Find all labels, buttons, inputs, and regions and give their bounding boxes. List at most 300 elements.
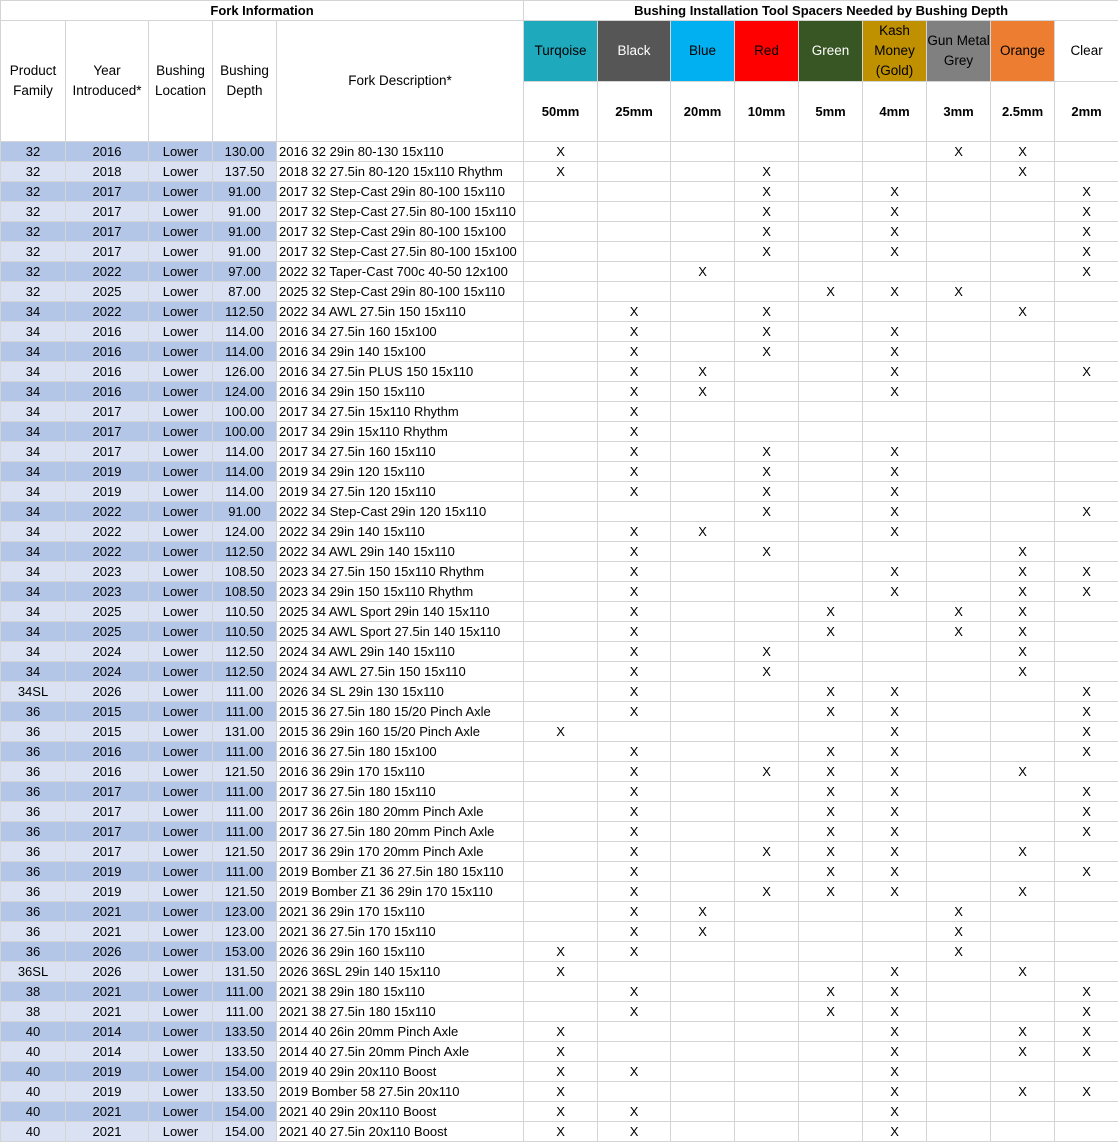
spacer-mark-cell[interactable] <box>927 802 991 822</box>
spacer-mark-cell[interactable] <box>524 382 598 402</box>
spacer-mark-cell[interactable] <box>799 722 863 742</box>
spacer-mark-cell[interactable]: X <box>799 1002 863 1022</box>
spacer-mark-cell[interactable] <box>991 182 1055 202</box>
spacer-mark-cell[interactable] <box>671 222 735 242</box>
spacer-mark-cell[interactable] <box>524 242 598 262</box>
bushing-location-cell[interactable]: Lower <box>149 162 213 182</box>
year-cell[interactable]: 2024 <box>66 662 149 682</box>
spacer-mark-cell[interactable] <box>735 282 799 302</box>
spacer-mark-cell[interactable]: X <box>735 202 799 222</box>
spacer-mark-cell[interactable] <box>1055 322 1118 342</box>
spacer-mark-cell[interactable]: X <box>863 1122 927 1142</box>
spacer-mark-cell[interactable]: X <box>598 602 671 622</box>
spacer-mark-cell[interactable] <box>927 162 991 182</box>
spacer-mark-cell[interactable]: X <box>598 302 671 322</box>
spacer-mark-cell[interactable] <box>671 622 735 642</box>
spacer-mark-cell[interactable] <box>991 382 1055 402</box>
bushing-location-cell[interactable]: Lower <box>149 902 213 922</box>
bushing-depth-cell[interactable]: 97.00 <box>213 262 277 282</box>
bushing-depth-cell[interactable]: 121.50 <box>213 762 277 782</box>
bushing-location-cell[interactable]: Lower <box>149 482 213 502</box>
fork-description-cell[interactable]: 2015 36 27.5in 180 15/20 Pinch Axle <box>277 702 524 722</box>
spacer-mark-cell[interactable] <box>524 842 598 862</box>
spacer-mark-cell[interactable] <box>1055 942 1118 962</box>
fork-description-cell[interactable]: 2022 32 Taper-Cast 700c 40-50 12x100 <box>277 262 524 282</box>
year-cell[interactable]: 2022 <box>66 262 149 282</box>
spacer-mark-cell[interactable] <box>671 422 735 442</box>
fork-description-cell[interactable]: 2016 36 27.5in 180 15x100 <box>277 742 524 762</box>
product-family-cell[interactable]: 34 <box>1 642 66 662</box>
spacer-mark-cell[interactable] <box>524 662 598 682</box>
spacer-mark-cell[interactable] <box>863 622 927 642</box>
year-cell[interactable]: 2019 <box>66 1082 149 1102</box>
bushing-depth-cell[interactable]: 154.00 <box>213 1102 277 1122</box>
product-family-cell[interactable]: 34 <box>1 562 66 582</box>
spacer-mark-cell[interactable] <box>863 542 927 562</box>
spacer-mark-cell[interactable]: X <box>735 342 799 362</box>
spacer-size-header[interactable]: 2mm <box>1055 82 1118 142</box>
spacer-mark-cell[interactable] <box>735 802 799 822</box>
spacer-mark-cell[interactable] <box>799 1122 863 1142</box>
spacer-mark-cell[interactable] <box>799 402 863 422</box>
spacer-mark-cell[interactable]: X <box>598 362 671 382</box>
fork-description-cell[interactable]: 2016 34 27.5in 160 15x100 <box>277 322 524 342</box>
spacer-mark-cell[interactable]: X <box>863 982 927 1002</box>
spacer-mark-cell[interactable] <box>927 882 991 902</box>
product-family-cell[interactable]: 36 <box>1 822 66 842</box>
spacer-mark-cell[interactable]: X <box>1055 742 1118 762</box>
product-family-cell[interactable]: 34 <box>1 602 66 622</box>
spacer-mark-cell[interactable] <box>598 202 671 222</box>
spacer-mark-cell[interactable]: X <box>735 542 799 562</box>
product-family-cell[interactable]: 34 <box>1 442 66 462</box>
spacer-mark-cell[interactable]: X <box>524 1042 598 1062</box>
spacer-mark-cell[interactable] <box>1055 922 1118 942</box>
spacer-mark-cell[interactable] <box>671 282 735 302</box>
spacer-mark-cell[interactable] <box>671 302 735 322</box>
spacer-mark-cell[interactable]: X <box>1055 362 1118 382</box>
bushing-depth-cell[interactable]: 91.00 <box>213 502 277 522</box>
bushing-location-cell[interactable]: Lower <box>149 1002 213 1022</box>
spacer-mark-cell[interactable] <box>927 462 991 482</box>
fork-description-cell[interactable]: 2022 34 AWL 29in 140 15x110 <box>277 542 524 562</box>
spacer-mark-cell[interactable] <box>735 362 799 382</box>
year-cell[interactable]: 2023 <box>66 582 149 602</box>
bushing-depth-cell[interactable]: 100.00 <box>213 402 277 422</box>
spacer-mark-cell[interactable]: X <box>671 382 735 402</box>
spacer-mark-cell[interactable] <box>799 162 863 182</box>
spacer-mark-cell[interactable] <box>863 902 927 922</box>
spacer-mark-cell[interactable]: X <box>1055 862 1118 882</box>
spacer-mark-cell[interactable] <box>799 1082 863 1102</box>
spacer-mark-cell[interactable] <box>671 482 735 502</box>
spacer-mark-cell[interactable]: X <box>1055 722 1118 742</box>
spacer-mark-cell[interactable] <box>1055 882 1118 902</box>
fork-description-cell[interactable]: 2026 36SL 29in 140 15x110 <box>277 962 524 982</box>
spacer-mark-cell[interactable] <box>991 722 1055 742</box>
spacer-mark-cell[interactable] <box>799 1102 863 1122</box>
spacer-mark-cell[interactable] <box>735 742 799 762</box>
spacer-mark-cell[interactable] <box>927 322 991 342</box>
spacer-mark-cell[interactable] <box>1055 342 1118 362</box>
spacer-mark-cell[interactable] <box>671 982 735 1002</box>
spacer-mark-cell[interactable] <box>524 782 598 802</box>
spacer-mark-cell[interactable]: X <box>598 522 671 542</box>
year-cell[interactable]: 2025 <box>66 602 149 622</box>
spacer-mark-cell[interactable]: X <box>598 702 671 722</box>
spacer-mark-cell[interactable] <box>735 722 799 742</box>
spacer-mark-cell[interactable] <box>671 702 735 722</box>
spacer-mark-cell[interactable] <box>991 442 1055 462</box>
fork-description-cell[interactable]: 2014 40 27.5in 20mm Pinch Axle <box>277 1042 524 1062</box>
year-cell[interactable]: 2024 <box>66 642 149 662</box>
fork-description-cell[interactable]: 2023 34 27.5in 150 15x110 Rhythm <box>277 562 524 582</box>
spacer-mark-cell[interactable]: X <box>863 1042 927 1062</box>
spacer-mark-cell[interactable] <box>598 1022 671 1042</box>
spacer-mark-cell[interactable]: X <box>598 662 671 682</box>
spacer-mark-cell[interactable] <box>671 1082 735 1102</box>
spacer-mark-cell[interactable]: X <box>735 462 799 482</box>
spacer-mark-cell[interactable]: X <box>598 982 671 1002</box>
fork-description-cell[interactable]: 2017 36 26in 180 20mm Pinch Axle <box>277 802 524 822</box>
spacer-mark-cell[interactable]: X <box>1055 802 1118 822</box>
spacer-mark-cell[interactable]: X <box>799 682 863 702</box>
spacer-mark-cell[interactable] <box>799 422 863 442</box>
spacer-mark-cell[interactable] <box>799 502 863 522</box>
spacer-mark-cell[interactable] <box>524 742 598 762</box>
spacer-color-header[interactable]: Red <box>735 21 799 82</box>
spacer-mark-cell[interactable] <box>799 662 863 682</box>
product-family-cell[interactable]: 34 <box>1 622 66 642</box>
spacer-mark-cell[interactable] <box>927 962 991 982</box>
spacer-mark-cell[interactable] <box>863 262 927 282</box>
fork-information-header[interactable]: Fork Information <box>1 1 524 21</box>
spacer-mark-cell[interactable]: X <box>1055 682 1118 702</box>
spacer-mark-cell[interactable] <box>735 582 799 602</box>
spacer-mark-cell[interactable]: X <box>598 322 671 342</box>
year-cell[interactable]: 2022 <box>66 542 149 562</box>
year-cell[interactable]: 2022 <box>66 522 149 542</box>
spacer-mark-cell[interactable]: X <box>524 1082 598 1102</box>
bushing-location-cell[interactable]: Lower <box>149 762 213 782</box>
spacer-mark-cell[interactable]: X <box>735 882 799 902</box>
spacer-mark-cell[interactable]: X <box>598 1062 671 1082</box>
spacer-size-header[interactable]: 25mm <box>598 82 671 142</box>
spacer-mark-cell[interactable] <box>799 922 863 942</box>
spacer-mark-cell[interactable] <box>799 322 863 342</box>
product-family-cell[interactable]: 32 <box>1 202 66 222</box>
fork-description-cell[interactable]: 2025 34 AWL Sport 27.5in 140 15x110 <box>277 622 524 642</box>
product-family-cell[interactable]: 36 <box>1 862 66 882</box>
spacer-mark-cell[interactable] <box>991 982 1055 1002</box>
spacer-mark-cell[interactable] <box>991 462 1055 482</box>
year-cell[interactable]: 2018 <box>66 162 149 182</box>
product-family-cell[interactable]: 36 <box>1 782 66 802</box>
spacer-mark-cell[interactable] <box>927 1122 991 1142</box>
spacer-mark-cell[interactable] <box>598 162 671 182</box>
spacer-mark-cell[interactable]: X <box>927 142 991 162</box>
spacer-mark-cell[interactable] <box>1055 162 1118 182</box>
bushing-depth-cell[interactable]: 108.50 <box>213 562 277 582</box>
year-cell[interactable]: 2026 <box>66 942 149 962</box>
spacer-mark-cell[interactable] <box>799 522 863 542</box>
product-family-cell[interactable]: 36SL <box>1 962 66 982</box>
spacer-mark-cell[interactable]: X <box>524 162 598 182</box>
spacer-mark-cell[interactable] <box>927 482 991 502</box>
spacer-mark-cell[interactable] <box>991 342 1055 362</box>
spacer-mark-cell[interactable] <box>671 562 735 582</box>
year-cell[interactable]: 2015 <box>66 702 149 722</box>
product-family-cell[interactable]: 36 <box>1 762 66 782</box>
bushing-depth-cell[interactable]: 112.50 <box>213 662 277 682</box>
spacer-mark-cell[interactable]: X <box>598 822 671 842</box>
product-family-cell[interactable]: 34 <box>1 482 66 502</box>
bushing-location-cell[interactable]: Lower <box>149 822 213 842</box>
fork-description-cell[interactable]: 2019 34 29in 120 15x110 <box>277 462 524 482</box>
spacer-size-header[interactable]: 4mm <box>863 82 927 142</box>
spacer-color-header[interactable]: Kash Money (Gold) <box>863 21 927 82</box>
spacer-mark-cell[interactable]: X <box>598 842 671 862</box>
bushing-location-cell[interactable]: Lower <box>149 942 213 962</box>
spacer-mark-cell[interactable] <box>524 882 598 902</box>
product-family-cell[interactable]: 34 <box>1 662 66 682</box>
product-family-cell[interactable]: 40 <box>1 1102 66 1122</box>
spacer-mark-cell[interactable] <box>735 562 799 582</box>
year-cell[interactable]: 2017 <box>66 402 149 422</box>
bushing-depth-cell[interactable]: 154.00 <box>213 1122 277 1142</box>
spacer-mark-cell[interactable]: X <box>735 222 799 242</box>
bushing-depth-cell[interactable]: 111.00 <box>213 742 277 762</box>
year-cell[interactable]: 2017 <box>66 182 149 202</box>
spacer-mark-cell[interactable]: X <box>863 822 927 842</box>
spacer-mark-cell[interactable]: X <box>863 222 927 242</box>
spacer-mark-cell[interactable]: X <box>927 602 991 622</box>
year-cell[interactable]: 2026 <box>66 962 149 982</box>
spacer-mark-cell[interactable]: X <box>991 642 1055 662</box>
product-family-cell[interactable]: 36 <box>1 922 66 942</box>
spacer-mark-cell[interactable] <box>799 242 863 262</box>
year-cell[interactable]: 2016 <box>66 362 149 382</box>
spacer-mark-cell[interactable]: X <box>598 562 671 582</box>
spacer-mark-cell[interactable]: X <box>598 942 671 962</box>
bushing-depth-cell[interactable]: 110.50 <box>213 602 277 622</box>
spacer-mark-cell[interactable] <box>671 1102 735 1122</box>
spacer-mark-cell[interactable] <box>927 682 991 702</box>
bushing-depth-cell[interactable]: 130.00 <box>213 142 277 162</box>
year-cell[interactable]: 2017 <box>66 222 149 242</box>
year-cell[interactable]: 2023 <box>66 562 149 582</box>
spacer-mark-cell[interactable]: X <box>863 242 927 262</box>
spacer-mark-cell[interactable]: X <box>863 1022 927 1042</box>
spacer-mark-cell[interactable]: X <box>524 1022 598 1042</box>
bushing-depth-cell[interactable]: 114.00 <box>213 442 277 462</box>
spacer-mark-cell[interactable] <box>927 1062 991 1082</box>
fork-description-cell[interactable]: 2017 34 27.5in 15x110 Rhythm <box>277 402 524 422</box>
spacer-mark-cell[interactable] <box>524 922 598 942</box>
spacer-mark-cell[interactable] <box>524 342 598 362</box>
bushing-location-cell[interactable]: Lower <box>149 302 213 322</box>
product-family-cell[interactable]: 34 <box>1 402 66 422</box>
spacer-mark-cell[interactable]: X <box>799 802 863 822</box>
product-family-cell[interactable]: 32 <box>1 222 66 242</box>
spacer-mark-cell[interactable]: X <box>524 142 598 162</box>
spacer-mark-cell[interactable] <box>524 482 598 502</box>
year-cell[interactable]: 2026 <box>66 682 149 702</box>
spacer-size-header[interactable]: 10mm <box>735 82 799 142</box>
spacer-mark-cell[interactable] <box>671 782 735 802</box>
spacer-mark-cell[interactable] <box>671 722 735 742</box>
bushing-depth-cell[interactable]: 111.00 <box>213 822 277 842</box>
bushing-depth-cell[interactable]: 112.50 <box>213 642 277 662</box>
spacer-color-header[interactable]: Gun Metal Grey <box>927 21 991 82</box>
bushing-location-cell[interactable]: Lower <box>149 182 213 202</box>
spacer-mark-cell[interactable] <box>1055 622 1118 642</box>
spacer-mark-cell[interactable] <box>735 1082 799 1102</box>
spacer-mark-cell[interactable]: X <box>863 182 927 202</box>
spacer-mark-cell[interactable]: X <box>598 642 671 662</box>
spacer-mark-cell[interactable]: X <box>598 622 671 642</box>
bushing-location-cell[interactable]: Lower <box>149 642 213 662</box>
spacer-mark-cell[interactable]: X <box>991 1022 1055 1042</box>
bushing-depth-cell[interactable]: 154.00 <box>213 1062 277 1082</box>
spacer-mark-cell[interactable] <box>927 382 991 402</box>
spacer-mark-cell[interactable]: X <box>799 862 863 882</box>
spacer-mark-cell[interactable] <box>1055 302 1118 322</box>
spacer-mark-cell[interactable] <box>735 822 799 842</box>
fork-description-cell[interactable]: 2014 40 26in 20mm Pinch Axle <box>277 1022 524 1042</box>
spacer-mark-cell[interactable]: X <box>598 762 671 782</box>
spacer-mark-cell[interactable]: X <box>863 282 927 302</box>
spacer-mark-cell[interactable]: X <box>735 162 799 182</box>
year-cell[interactable]: 2021 <box>66 982 149 1002</box>
spacer-mark-cell[interactable] <box>927 302 991 322</box>
spacer-mark-cell[interactable] <box>1055 522 1118 542</box>
spacer-mark-cell[interactable] <box>799 562 863 582</box>
spacer-mark-cell[interactable] <box>671 542 735 562</box>
fork-description-cell[interactable]: 2021 38 27.5in 180 15x110 <box>277 1002 524 1022</box>
spacer-mark-cell[interactable] <box>1055 442 1118 462</box>
year-cell[interactable]: 2014 <box>66 1042 149 1062</box>
spacer-mark-cell[interactable]: X <box>735 762 799 782</box>
spacer-mark-cell[interactable] <box>1055 842 1118 862</box>
spacer-mark-cell[interactable] <box>991 242 1055 262</box>
spacer-mark-cell[interactable] <box>927 842 991 862</box>
spacer-color-header[interactable]: Black <box>598 21 671 82</box>
year-cell[interactable]: 2016 <box>66 382 149 402</box>
bushing-location-cell[interactable]: Lower <box>149 562 213 582</box>
spacer-mark-cell[interactable] <box>991 862 1055 882</box>
spacer-mark-cell[interactable] <box>524 982 598 1002</box>
year-cell[interactable]: 2021 <box>66 1102 149 1122</box>
spacer-mark-cell[interactable]: X <box>799 602 863 622</box>
spacer-mark-cell[interactable]: X <box>598 542 671 562</box>
spacer-mark-cell[interactable] <box>671 342 735 362</box>
bushing-location-header[interactable]: Bushing Location <box>149 21 213 142</box>
spacer-mark-cell[interactable]: X <box>799 742 863 762</box>
spacer-color-header[interactable]: Orange <box>991 21 1055 82</box>
spacer-mark-cell[interactable] <box>598 222 671 242</box>
spacer-mark-cell[interactable] <box>991 362 1055 382</box>
year-cell[interactable]: 2017 <box>66 242 149 262</box>
bushing-location-cell[interactable]: Lower <box>149 622 213 642</box>
spacer-mark-cell[interactable] <box>671 182 735 202</box>
spacer-mark-cell[interactable]: X <box>1055 202 1118 222</box>
spacer-mark-cell[interactable]: X <box>799 282 863 302</box>
product-family-cell[interactable]: 38 <box>1 982 66 1002</box>
spacer-mark-cell[interactable] <box>991 1062 1055 1082</box>
spacer-mark-cell[interactable] <box>735 982 799 1002</box>
spacer-mark-cell[interactable]: X <box>598 402 671 422</box>
spacer-mark-cell[interactable]: X <box>863 442 927 462</box>
product-family-cell[interactable]: 32 <box>1 262 66 282</box>
spacer-mark-cell[interactable] <box>598 502 671 522</box>
bushing-depth-cell[interactable]: 91.00 <box>213 182 277 202</box>
spacer-mark-cell[interactable] <box>735 1122 799 1142</box>
product-family-cell[interactable]: 40 <box>1 1062 66 1082</box>
spacer-mark-cell[interactable]: X <box>799 882 863 902</box>
spacer-mark-cell[interactable]: X <box>598 882 671 902</box>
spacer-mark-cell[interactable] <box>799 642 863 662</box>
spacer-mark-cell[interactable]: X <box>598 422 671 442</box>
spacer-mark-cell[interactable] <box>863 162 927 182</box>
spacer-mark-cell[interactable] <box>524 322 598 342</box>
bushing-depth-cell[interactable]: 100.00 <box>213 422 277 442</box>
spacer-mark-cell[interactable] <box>991 422 1055 442</box>
spacer-mark-cell[interactable] <box>1055 542 1118 562</box>
spacer-mark-cell[interactable]: X <box>598 582 671 602</box>
year-cell[interactable]: 2016 <box>66 342 149 362</box>
spacer-mark-cell[interactable] <box>671 1062 735 1082</box>
spacer-mark-cell[interactable]: X <box>671 902 735 922</box>
spacer-mark-cell[interactable] <box>991 902 1055 922</box>
bushing-depth-cell[interactable]: 131.50 <box>213 962 277 982</box>
spacer-mark-cell[interactable]: X <box>671 362 735 382</box>
spacer-mark-cell[interactable] <box>863 602 927 622</box>
product-family-cell[interactable]: 32 <box>1 182 66 202</box>
spacer-mark-cell[interactable] <box>735 1062 799 1082</box>
bushing-location-cell[interactable]: Lower <box>149 1062 213 1082</box>
fork-description-cell[interactable]: 2022 34 29in 140 15x110 <box>277 522 524 542</box>
spacer-mark-cell[interactable] <box>598 182 671 202</box>
bushing-location-cell[interactable]: Lower <box>149 322 213 342</box>
spacer-mark-cell[interactable] <box>524 1002 598 1022</box>
bushing-depth-cell[interactable]: 111.00 <box>213 982 277 1002</box>
fork-description-cell[interactable]: 2016 36 29in 170 15x110 <box>277 762 524 782</box>
year-cell[interactable]: 2016 <box>66 322 149 342</box>
spacer-mark-cell[interactable] <box>927 542 991 562</box>
year-introduced-header[interactable]: Year Introduced* <box>66 21 149 142</box>
spacer-mark-cell[interactable]: X <box>735 482 799 502</box>
spacer-mark-cell[interactable]: X <box>1055 822 1118 842</box>
product-family-cell[interactable]: 36 <box>1 942 66 962</box>
spacer-mark-cell[interactable] <box>991 202 1055 222</box>
bushing-location-cell[interactable]: Lower <box>149 1082 213 1102</box>
spacer-size-header[interactable]: 2.5mm <box>991 82 1055 142</box>
spacer-mark-cell[interactable]: X <box>735 662 799 682</box>
bushing-location-cell[interactable]: Lower <box>149 682 213 702</box>
product-family-cell[interactable]: 34 <box>1 362 66 382</box>
spacer-mark-cell[interactable] <box>863 422 927 442</box>
spacer-mark-cell[interactable]: X <box>1055 502 1118 522</box>
spacer-color-header[interactable]: Green <box>799 21 863 82</box>
spacer-mark-cell[interactable]: X <box>1055 262 1118 282</box>
bushing-depth-cell[interactable]: 114.00 <box>213 342 277 362</box>
bushing-depth-cell[interactable]: 133.50 <box>213 1022 277 1042</box>
spacer-mark-cell[interactable]: X <box>1055 982 1118 1002</box>
spacer-mark-cell[interactable] <box>671 162 735 182</box>
spacer-mark-cell[interactable] <box>799 462 863 482</box>
bushing-depth-cell[interactable]: 121.50 <box>213 882 277 902</box>
